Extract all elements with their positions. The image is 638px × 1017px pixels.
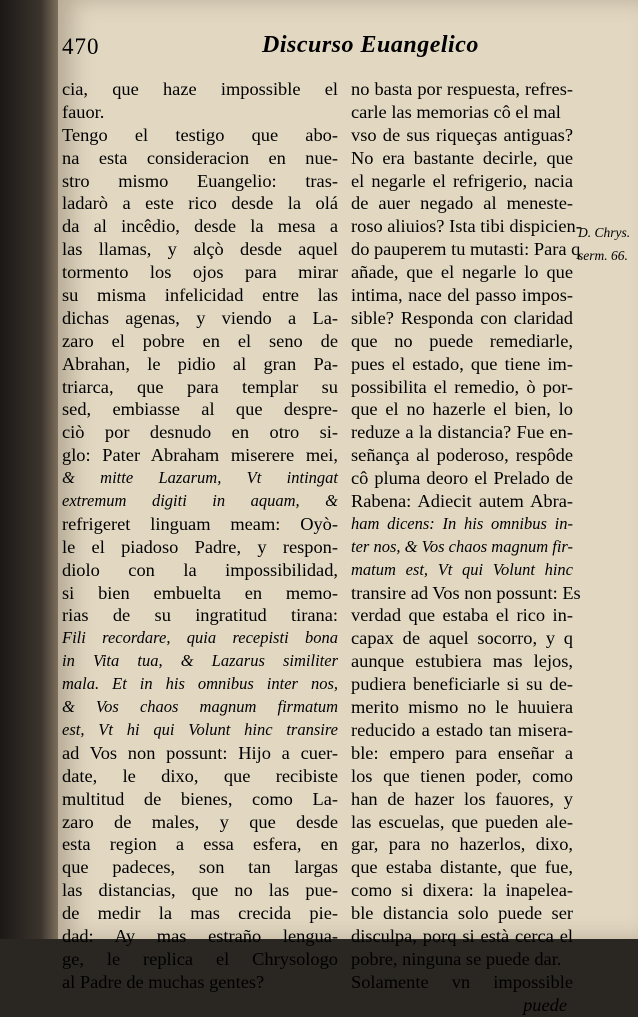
left-text-line: stro mismo Euangelio: tras- xyxy=(62,170,338,191)
left-text-line: su misma infelicidad entre las xyxy=(62,285,338,306)
right-text-line: los que tienen poder, como xyxy=(351,765,573,786)
left-text-line: & Vos chaos magnum firmatum xyxy=(62,697,338,717)
right-text-line: sible? Responda con claridad xyxy=(351,307,573,328)
left-text-line: al Padre de muchas gentes? xyxy=(62,971,265,992)
left-text-line: que padeces, son tan largas xyxy=(62,857,338,878)
left-text-line: mala. Et in his omnibus inter nos, xyxy=(62,674,338,694)
left-text-line: las llamas, y alçò desde aquel xyxy=(62,239,338,260)
right-text-line: ter nos, & Vos chaos magnum fir- xyxy=(351,536,573,556)
left-text-line: date, le dixo, que recibiste xyxy=(62,765,338,786)
right-text-line: Rabena: Adiecit autem Abra- xyxy=(351,491,573,512)
left-text-line: esta region a essa esfera, en xyxy=(62,834,338,855)
right-text-line: ham dicens: In his omnibus in- xyxy=(351,513,573,533)
book-gutter xyxy=(0,0,58,939)
left-text-line: diolo con la impossibilidad, xyxy=(62,559,338,580)
left-text-line: tormento los ojos para mirar xyxy=(62,262,338,283)
left-text-line: est, Vt hi qui Volunt hinc transire xyxy=(62,719,338,739)
left-text-line: refrigeret linguam meam: Oyò- xyxy=(62,513,338,534)
right-text-line: el negarle el refrigerio, nacia xyxy=(351,170,573,191)
left-text-line: rias de su ingratitud tirana: xyxy=(62,605,338,626)
right-text-line: capax de aquel socorro, y q xyxy=(351,628,573,649)
right-text-column xyxy=(351,78,582,1017)
right-text-line: transire ad Vos non possunt: Es xyxy=(351,582,581,603)
left-text-line: zaro de males, y que desde xyxy=(62,811,338,832)
left-text-line: zaro el pobre en el seno de xyxy=(62,330,338,351)
right-text-line: Solamente vn impossible xyxy=(351,971,573,992)
right-text-line: vso de sus riqueças antiguas? xyxy=(351,124,573,145)
right-text-line: añade, que el negarle lo que xyxy=(351,262,573,283)
left-text-line: Fili recordare, quia recepisti bona xyxy=(62,628,338,648)
right-text-line: carle las memorias cô el mal xyxy=(351,101,561,122)
right-text-line: disculpa, porq si està cerca el xyxy=(351,925,573,946)
right-text-line: que el no hazerle el bien, lo xyxy=(351,399,573,420)
left-text-line: fauor. xyxy=(62,101,105,122)
left-text-line: dad: Ay mas estraño lengua- xyxy=(62,925,338,946)
left-text-line: ad Vos non possunt: Hijo a cuer- xyxy=(62,742,338,763)
right-text-line: pues el estado, que tiene im- xyxy=(351,353,573,374)
left-text-line: multitud de bienes, como La- xyxy=(62,788,338,809)
right-text-line: reducido a estado tan misera- xyxy=(351,719,573,740)
page-header xyxy=(62,30,532,66)
margin-note-sermon: serm. 66. xyxy=(578,248,628,263)
right-text-line: reduze a la distancia? Fue en- xyxy=(351,422,573,443)
left-text-line: ladarò a este rico desde la olá xyxy=(62,193,338,214)
right-text-line: verdad que estaba el rico in- xyxy=(351,605,573,626)
left-text-line: dichas agenas, y viendo a La- xyxy=(62,307,338,328)
right-text-line: como si dixera: la inapelea- xyxy=(351,880,573,901)
right-text-line: matum est, Vt qui Volunt hinc xyxy=(351,559,573,579)
left-text-line: na esta consideracion en nue- xyxy=(62,147,338,168)
right-text-line: cô pluma deoro el Prelado de xyxy=(351,468,573,489)
left-text-line: cia, que haze impossible el xyxy=(62,79,338,99)
left-text-line: glo: Pater Abraham miserere mei, xyxy=(62,445,338,466)
margin-note-author: D. Chrys. xyxy=(578,225,631,240)
left-text-line: extremum digiti in aquam, & xyxy=(62,491,338,511)
left-text-line: sed, embiasse al que despre- xyxy=(62,399,338,420)
right-text-line: de auer negado al meneste- xyxy=(351,193,573,214)
right-text-line: pobre, ninguna se puede dar. xyxy=(351,948,562,969)
right-text-line: las escuelas, que pueden ale- xyxy=(351,811,573,832)
right-text-line: ble distancia solo puede ser xyxy=(351,903,573,924)
right-text-line: pudiera beneficiarle si su de- xyxy=(351,674,573,695)
right-text-line: ble: empero para enseñar a xyxy=(351,742,573,763)
right-text-line: intima, nace del passo impos- xyxy=(351,285,573,306)
right-text-line: do pauperem tu mutasti: Para q xyxy=(351,239,581,260)
right-text-line: roso aliuios? Ista tibi dispicien- xyxy=(351,216,582,237)
right-text-line: que no puede remediarle, xyxy=(351,330,573,351)
right-text-line: gar, para no hazerlos, dixo, xyxy=(351,834,573,855)
left-text-line: da al incêdio, desde la mesa a xyxy=(62,216,338,237)
right-text-line: merito mismo no le huuiera xyxy=(351,697,573,718)
left-text-line: Tengo el testigo que abo- xyxy=(62,124,338,145)
catchword: puede xyxy=(523,994,567,1015)
right-text-line: señança al poderoso, respôde xyxy=(351,445,573,466)
left-text-line: de medir la mas crecida pie- xyxy=(62,903,338,924)
left-text-line: las distancias, que no las pue- xyxy=(62,880,338,901)
right-text-line: No era bastante decirle, que xyxy=(351,147,573,168)
left-text-line: ge, le replica el Chrysologo xyxy=(62,948,338,969)
left-text-line: triarca, que para templar su xyxy=(62,376,338,397)
left-text-line: le el piadoso Padre, y respon- xyxy=(62,536,338,557)
right-text-line: possibilita el remedio, ò por- xyxy=(351,376,573,397)
right-text-line: que estaba distante, que fue, xyxy=(351,857,573,878)
left-text-line: in Vita tua, & Lazarus similiter xyxy=(62,651,338,671)
left-text-line: si bien embuelta en memo- xyxy=(62,582,338,603)
left-text-line: ciò por desnudo en otro si- xyxy=(62,422,338,443)
page-number: 470 xyxy=(62,34,100,59)
right-text-line: aunque estubiera mas lejos, xyxy=(351,651,573,672)
right-text-line: no basta por respuesta, refres- xyxy=(351,79,573,99)
left-text-column xyxy=(62,78,338,994)
right-text-line: han de hazer los fauores, y xyxy=(351,788,573,809)
left-text-line: Abrahan, le pidio al gran Pa- xyxy=(62,353,338,374)
left-text-line: & mitte Lazarum, Vt intingat xyxy=(62,468,338,488)
running-head: Discurso Euangelico xyxy=(262,32,479,58)
